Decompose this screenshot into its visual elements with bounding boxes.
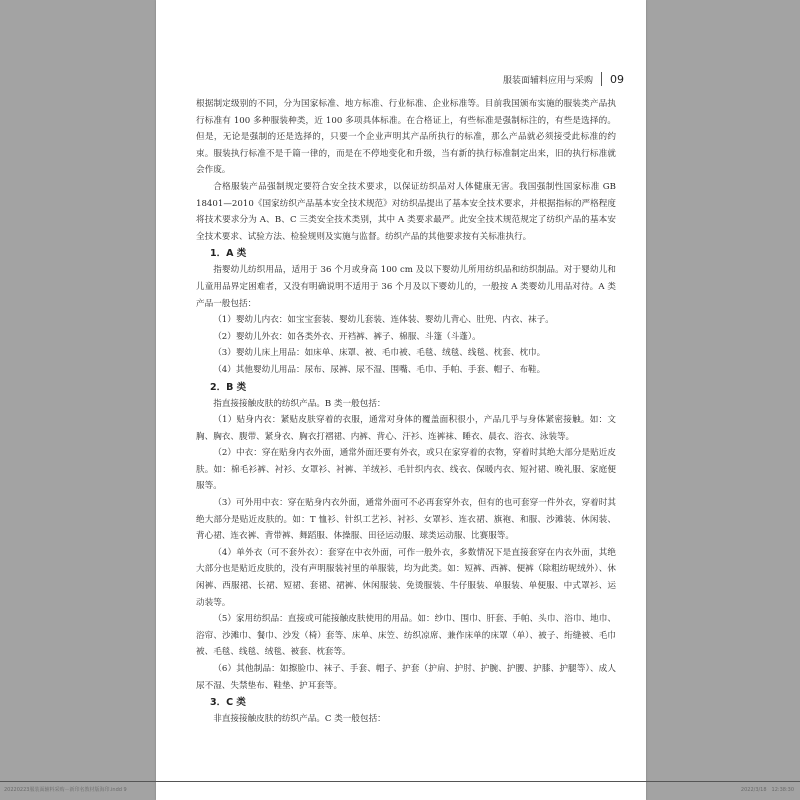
- section-heading-c: 3．C 类: [210, 697, 246, 709]
- page-number: 09: [610, 72, 624, 86]
- page-body: [196, 96, 616, 728]
- document-page: [156, 0, 646, 800]
- section-heading-b: 2．B 类: [210, 381, 247, 393]
- running-header: [503, 72, 624, 86]
- header-title: 服装面辅料应用与采购: [502, 75, 593, 86]
- list-item: （4）其他婴幼儿用品：尿布、尿裤、尿不湿、围嘴、毛巾、手帕、手套、帽子、布鞋。: [213, 364, 546, 375]
- section-b-intro: 指直接接触皮肤的纺织产品。B 类一般包括：: [213, 398, 386, 409]
- slug-filename: 20220223服装面辅料采购－新印名教材版海印.indd 9: [4, 787, 127, 793]
- section-heading-a: 1．A 类: [210, 248, 247, 260]
- paragraph-standards-levels: 根据制定级别的不同，分为国家标准、地方标准、行业标准、企业标准等。目前我国颁布实施的服装类产品执行标准有 100 多种服装种类，近 100 多项具体标准。在合格证上，有些标准是强制标注的，有些是选择的。但是，无论是强制的还是选择的，只要一个企业声明其产品所执行的标准，那么产品就必须接受此标准的约束。服装执行标准不是千篇一律的，而是在不停地变化和升级，当有新的执行标准制定出来，旧的执行标准就会作废。: [196, 99, 616, 176]
- paragraph-safety-requirements: 合格服装产品强制规定要符合安全技术要求，以保证纺织品对人体健康无害。我国强制性国家标准 GB 18401—2010《国家纺织产品基本安全技术规范》对纺织品提出了基本安全技术要求，并根据指标的严格程度将技术要求分为 A、B、C 三类安全技术类别，其中 A 类要求最严。此安全技术规范规定了纺织产品的基本安全技术要求、试验方法、检验规则及实施与监督。纺织产品的其他要求按有关标准执行。: [196, 181, 616, 242]
- crop-line: [0, 781, 800, 782]
- header-divider: [601, 72, 602, 86]
- list-item: （4）单外衣（可不套外衣）：套穿在中衣外面，可作一般外衣，多数情况下是直接套穿在内衣外面，其绝大部分也是贴近皮肤的，没有声明服装衬里的单服装，均为此类。如：短裤、西裤、便裤（除粗纺呢绒外）、休闲裤、西服裙、长裙、短裙、套裙、裙裤、休闲服装、免烫服装、牛仔服装、单服装、单便服、中式罩衫、运动装等。: [196, 547, 616, 608]
- slug-timestamp: 2022/3/18 12:38:30: [740, 787, 794, 793]
- section-c-intro: 非直接接触皮肤的纺织产品。C 类一般包括：: [213, 714, 386, 725]
- list-item: （5）家用纺织品：直接或可能接触皮肤使用的用品。如：纱巾、围巾、肝套、手帕、头巾、浴巾、地巾、浴帘、沙滩巾、餐巾、沙发（椅）套等、床单、床笠、纺织凉席、兼作床单的床罩（单）、被子、绗缝被、毛巾被、毛毯、线毯、绒毯、被套、枕套等。: [196, 614, 616, 658]
- section-a-intro: 指婴幼儿纺织用品，适用于 36 个月或身高 100 cm 及以下婴幼儿所用纺织品和纺织制品。对于婴幼儿和儿童用品界定困难者，又没有明确说明不适用于 36 个月及以下婴幼儿的，一般按 A 类婴幼儿用品对待。A 类产品一般包括：: [196, 265, 616, 309]
- list-item: （2）婴幼儿外衣：如各类外衣、开裆裤、裤子、棉服、斗篷（斗蓬）。: [213, 331, 481, 342]
- list-item: （6）其他制品：如擦脸巾、袜子、手套、帽子、护套（护肩、护肘、护腕、护腰、护膝、护腿等）、成人尿不湿、失禁垫布、鞋垫、护耳套等。: [196, 664, 616, 691]
- list-item: （2）中衣：穿在贴身内衣外面，通常外面还要有外衣，或只在家穿着的衣物，穿着时其绝大部分是贴近皮肤。如：棉毛衫裤、衬衫、女罩衫、衬裤、羊绒衫、毛针织内衣、线衣、保暖内衣、短衬裙、晚礼服、家庭便服等。: [196, 448, 616, 492]
- list-item: （3）可外用中衣：穿在贴身内衣外面，通常外面可不必再套穿外衣，但有的也可套穿一件外衣，穿着时其绝大部分是贴近皮肤的。如：T 恤衫、针织工艺衫、衬衫、女罩衫、连衣裙、旗袍、和服、沙滩装、休闲装、背心裙、连衣裤、背带裤、舞蹈服、体操服、田径运动服、球类运动服、比赛服等。: [196, 498, 616, 542]
- list-item: （3）婴幼儿床上用品：如床单、床罩、被、毛巾被、毛毯、绒毯、线毯、枕套、枕巾。: [213, 348, 546, 359]
- list-item: （1）贴身内衣：紧贴皮肤穿着的衣服，通常对身体的覆盖面积很小，产品几乎与身体紧密接触。如：文胸、胸衣、腹带、紧身衣、胸衣打褶裙、内裤、背心、汗衫、连裤袜、睡衣、晨衣、浴衣、泳装等。: [196, 415, 616, 442]
- list-item: （1）婴幼儿内衣：如宝宝套装、婴幼儿套装、连体装、婴幼儿背心、肚兜、内衣、袜子。: [213, 315, 554, 326]
